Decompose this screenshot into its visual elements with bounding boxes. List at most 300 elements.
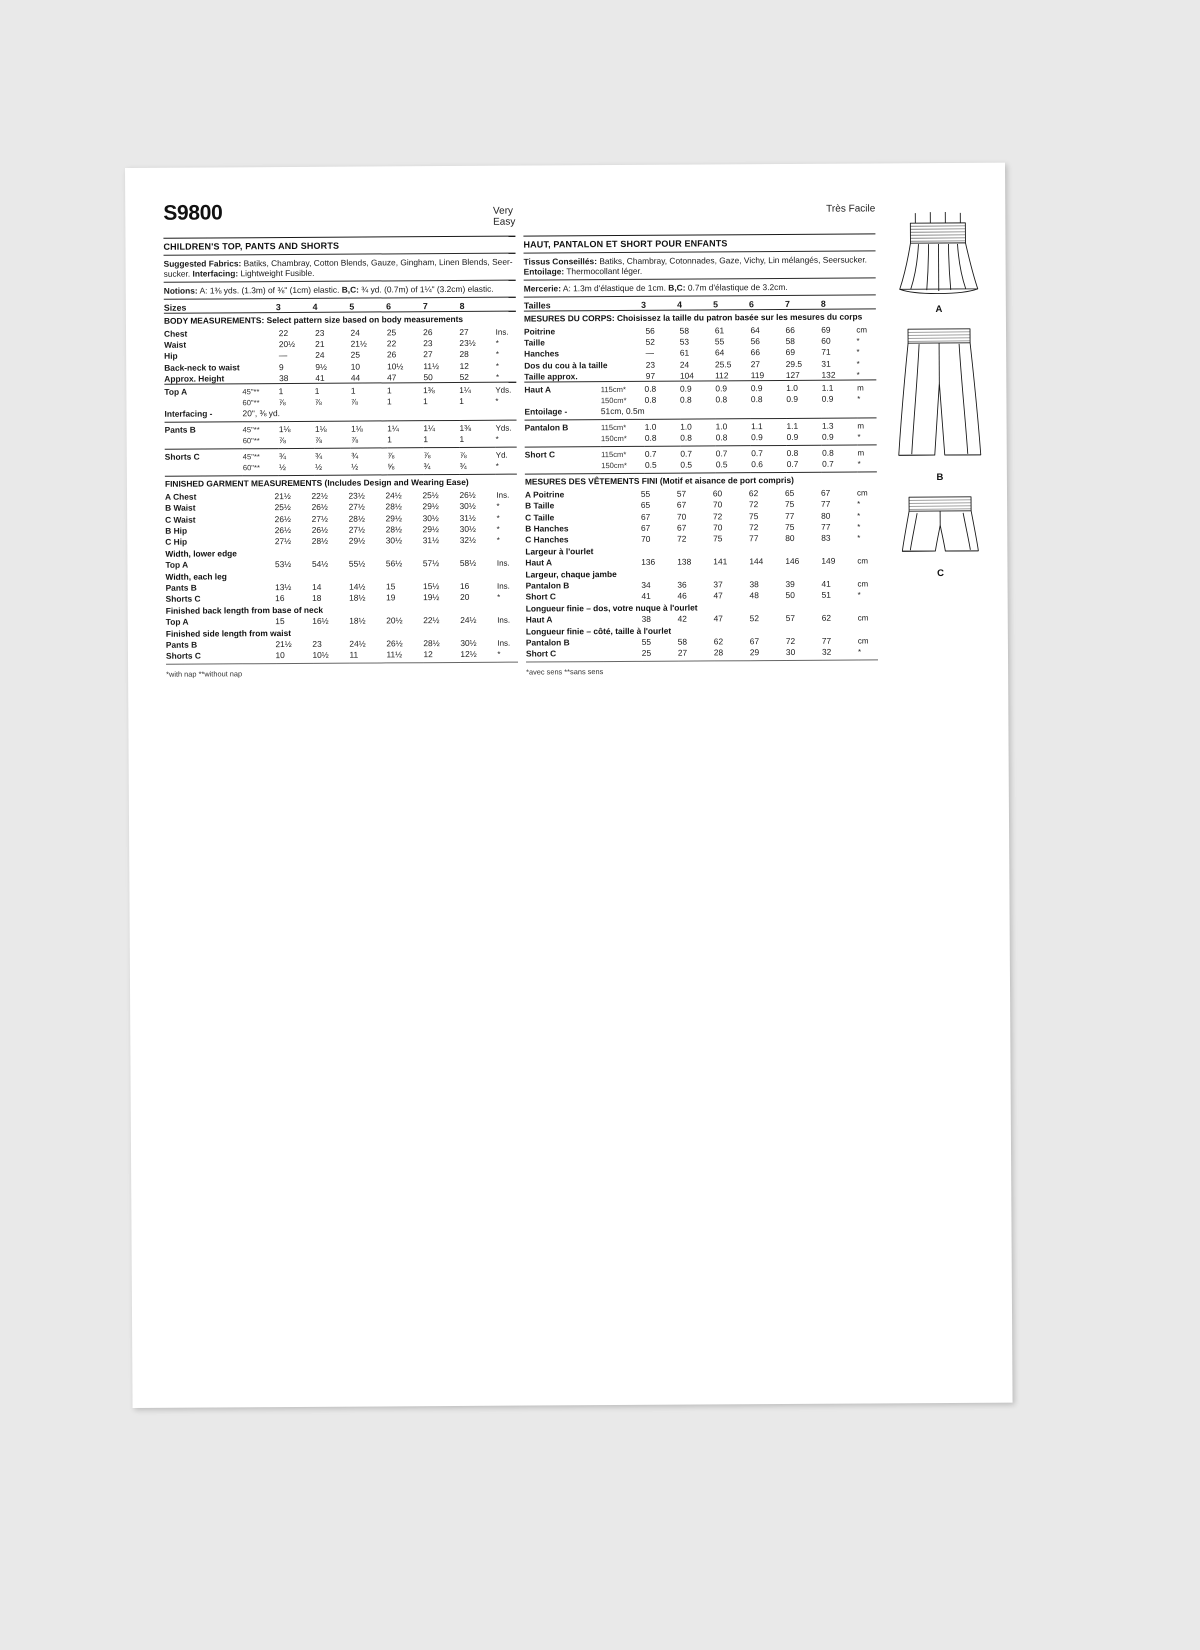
note-text: 20", ⅜ yd.: [242, 408, 280, 419]
cell-size-8: 31½: [459, 512, 476, 523]
row-sublabel: 115cm*: [600, 422, 627, 432]
line-art-panel: [885, 203, 993, 586]
row-label: B Hanches: [525, 523, 569, 534]
cell-size-3: 0.7: [644, 448, 657, 459]
cell-size-8: 67: [820, 487, 831, 498]
size-7: 7: [422, 300, 428, 311]
french-sizes-table: [524, 295, 876, 310]
interfacing-label: Interfacing:: [192, 268, 239, 279]
cell-size-8: 26½: [459, 489, 476, 500]
cell-size-4: 1⅛: [314, 423, 327, 434]
cell-size-5: ⅞: [350, 396, 358, 407]
english-column: [163, 200, 518, 679]
row-sublabel: [242, 638, 276, 650]
cell-size-5: 25.5: [715, 359, 732, 370]
cell-size-8: 16: [459, 580, 470, 591]
row-label: Pantalon B: [525, 637, 570, 648]
cell-size-8: 30½: [460, 637, 477, 648]
cell-size-6: 10½: [387, 361, 404, 372]
cell-size-3: 56: [645, 325, 655, 336]
cell-size-6: 48: [749, 590, 759, 601]
cell-size-8: 58½: [459, 558, 477, 569]
cell-size-7: 0.7: [786, 458, 799, 469]
cell-size-3: 38: [279, 373, 289, 384]
cell-size-8: 149: [821, 555, 836, 566]
cell-size-6: 27: [750, 358, 761, 370]
art-label-b: B: [936, 472, 944, 484]
interfacing-label: Entoilage:: [523, 266, 565, 277]
row-sublabel: [246, 349, 278, 361]
pattern-envelope-back: [125, 163, 1013, 1408]
cell-size-8: 27: [459, 326, 469, 337]
note-label: Interfacing -: [164, 408, 213, 420]
row-unit: Yd.: [495, 450, 508, 460]
row-label: Top A: [165, 616, 189, 627]
table-row: [165, 447, 517, 461]
cell-size-4: 0.8: [680, 432, 692, 443]
cell-size-7: 72: [785, 635, 796, 646]
cell-size-8: 0.9: [821, 431, 834, 442]
cell-size-3: 0.8: [644, 383, 657, 394]
row-unit: *: [495, 350, 499, 360]
english-sizes-table: [164, 297, 516, 312]
row-unit: *: [496, 513, 500, 523]
sizes-label: Sizes: [163, 302, 187, 313]
cell-size-6: ⅞: [387, 449, 395, 460]
cell-size-6: 67: [749, 636, 760, 647]
row-unit: Ins.: [496, 490, 510, 500]
row-unit: Yds.: [495, 385, 512, 395]
cell-size-5: 60: [712, 488, 723, 499]
cell-size-7: 25½: [422, 489, 439, 501]
cell-size-6: 75: [748, 510, 759, 521]
cell-size-6: 64: [750, 324, 760, 335]
cell-size-7: 0.9: [786, 432, 799, 443]
row-sublabel: [602, 578, 641, 590]
cell-size-7: 50: [423, 372, 433, 383]
cell-size-8: 51: [821, 590, 831, 601]
notions-bc: 0.7m d'élastique de 3.2cm.: [685, 281, 788, 293]
cell-size-4: 41: [315, 373, 325, 384]
cell-size-6: 1: [386, 385, 392, 396]
cell-size-8: 80: [821, 510, 831, 521]
cell-size-8: 60: [821, 335, 831, 346]
row-sublabel: [247, 361, 279, 373]
cell-size-3: 1.0: [644, 421, 657, 432]
cell-size-8: 32: [821, 647, 832, 658]
cell-size-5: 27½: [348, 501, 365, 512]
cell-size-5: 70: [713, 522, 723, 533]
cell-size-4: 138: [677, 556, 692, 567]
row-unit: *: [495, 361, 500, 371]
row-sublabel: [241, 490, 275, 502]
cell-size-6: 29½: [385, 512, 402, 524]
row-unit: *: [857, 522, 861, 532]
row-sublabel: [602, 613, 641, 625]
cell-size-6: 1: [387, 434, 392, 445]
row-label: Dos du cou à la taille: [524, 359, 608, 371]
size-3: 3: [641, 299, 647, 310]
english-fabrics: [164, 254, 516, 282]
cell-size-4: 1.0: [680, 421, 692, 432]
size-7: 7: [784, 298, 790, 309]
cell-size-8: 30½: [459, 501, 476, 512]
notions-label: Notions:: [163, 285, 198, 296]
cell-size-7: 65: [784, 487, 795, 498]
row-sublabel: [602, 510, 641, 522]
cell-size-8: 77: [821, 521, 831, 532]
cell-size-3: 136: [641, 556, 656, 568]
cell-size-3: 0.8: [644, 394, 657, 405]
row-label: C Hanches: [525, 534, 569, 545]
row-unit: *: [496, 524, 500, 534]
cell-size-8: 1: [459, 395, 464, 406]
row-label: [165, 434, 243, 446]
note-text: 51cm, 0.5m: [600, 406, 645, 417]
row-sublabel: [241, 535, 275, 547]
size-8: 8: [459, 300, 465, 311]
row-label: B Taille: [525, 500, 555, 511]
group-heading: Largeur à l'ourlet: [525, 545, 594, 557]
cell-size-4: 61: [679, 348, 690, 359]
cell-size-8: 1¼: [459, 384, 471, 395]
row-label: C Hip: [165, 537, 188, 548]
row-sublabel: 115cm*: [600, 384, 626, 394]
note-label: Entoilage -: [524, 406, 568, 417]
size-5: 5: [713, 299, 718, 310]
row-sublabel: [247, 372, 279, 384]
cell-size-8: 52: [459, 372, 469, 383]
cell-size-8: 12½: [460, 649, 477, 660]
cell-size-5: 29½: [348, 535, 366, 547]
cell-size-6: 22: [386, 338, 397, 349]
cell-size-7: 69: [785, 347, 796, 358]
cell-size-3: 67: [640, 522, 651, 533]
cell-size-6: 0.8: [750, 394, 763, 405]
cell-size-3: 10: [275, 650, 285, 661]
row-sublabel: [242, 581, 276, 593]
row-sublabel: [241, 524, 275, 536]
english-yardage-table: [164, 383, 517, 477]
cell-size-3: 70: [641, 534, 651, 545]
cell-size-4: 9½: [315, 361, 327, 372]
row-sublabel: [602, 521, 641, 533]
cell-size-3: 26½: [274, 513, 292, 524]
cell-size-4: 46: [677, 590, 687, 602]
row-label: Short C: [524, 448, 556, 460]
group-heading: Width, lower edge: [165, 548, 237, 559]
row-unit: *: [857, 533, 861, 543]
row-sublabel: [603, 647, 642, 659]
row-label: [525, 432, 601, 444]
cell-size-5: 72: [712, 510, 723, 522]
row-sublabel: [608, 324, 646, 336]
cell-size-8: 1.3: [821, 420, 834, 431]
cell-size-5: ½: [351, 461, 359, 472]
size-4: 4: [677, 299, 683, 310]
cell-size-3: 25½: [274, 502, 291, 513]
cell-size-5: 112: [715, 370, 729, 381]
row-unit: *: [857, 590, 861, 600]
french-fabrics: [524, 251, 876, 279]
cell-size-5: 37: [713, 579, 723, 590]
row-unit: *: [857, 647, 862, 657]
row-unit: *: [856, 336, 860, 346]
cell-size-3: 27½: [274, 536, 292, 547]
group-heading: Longueur finie – côté, taille à l'ourlet: [525, 625, 672, 637]
cell-size-3: 26½: [274, 525, 292, 536]
table-row: [164, 297, 516, 312]
french-header: [493, 197, 876, 233]
sizes-label: Tailles: [523, 300, 551, 311]
row-label: [164, 396, 242, 408]
row-sublabel: [608, 347, 646, 359]
row-unit: Ins.: [496, 581, 510, 591]
row-label: Chest: [163, 328, 188, 339]
cell-size-8: 30½: [459, 523, 476, 534]
row-label: Haut A: [525, 614, 553, 625]
french-body-measurements-heading: MESURES DU CORPS: Choisissez la taille du patron basée sur les mesures du corps: [523, 311, 863, 324]
row-label: A Poitrine: [524, 489, 565, 500]
cell-size-3: ¾: [278, 450, 286, 461]
cell-size-6: 77: [749, 533, 759, 544]
cell-size-4: 104: [679, 370, 694, 381]
row-label: Haut A: [524, 384, 552, 395]
cell-size-6: 72: [748, 499, 759, 510]
cell-size-7: 57½: [422, 558, 440, 569]
row-sublabel: 45"**: [242, 451, 260, 461]
cell-size-3: 15: [275, 616, 285, 627]
row-unit: m: [857, 383, 864, 393]
row-unit: *: [856, 359, 860, 369]
cell-size-8: 77: [821, 635, 832, 646]
cell-size-6: 144: [749, 556, 764, 567]
cell-size-4: 67: [677, 522, 687, 533]
row-unit: *: [857, 394, 861, 404]
cell-size-5: 55½: [348, 558, 366, 569]
cell-size-4: 67: [676, 499, 687, 510]
row-unit: *: [495, 461, 499, 471]
cell-size-6: 26: [386, 349, 397, 360]
cell-size-8: 24½: [460, 615, 477, 626]
group-heading: Width, each leg: [165, 570, 227, 582]
cell-size-5: 24: [350, 327, 360, 338]
cell-size-3: ½: [279, 461, 287, 473]
cell-size-6: 24½: [385, 490, 402, 501]
cell-size-3: 55: [641, 636, 652, 647]
cell-size-5: 24½: [349, 638, 366, 649]
row-unit: Ins.: [497, 615, 511, 625]
french-finished-table: [525, 486, 878, 663]
cell-size-8: 0.7: [822, 458, 834, 469]
cell-size-8: 32½: [459, 535, 477, 546]
row-unit: Ins.: [496, 558, 510, 568]
cell-size-4: 26½: [311, 502, 328, 513]
fabrics-text: Batiks, Chambray, Cotton Blends, Gauze, Gingham, Linen Blends, Seer-sucker.: [163, 256, 513, 279]
cell-size-4: 28½: [311, 536, 329, 547]
cell-size-6: 72: [749, 522, 759, 533]
cell-size-4: ½: [315, 461, 323, 472]
cell-size-8: ¾: [459, 460, 467, 471]
french-footnote: *avec sens **sans sens: [526, 667, 604, 677]
row-sublabel: 60"**: [242, 436, 260, 446]
cell-size-7: 0.9: [786, 393, 799, 404]
row-unit: *: [856, 370, 860, 380]
interfacing-text: Thermocollant léger.: [564, 265, 643, 277]
cell-size-6: 25: [386, 327, 397, 338]
cell-size-5: 11: [349, 649, 359, 660]
french-title: HAUT, PANTALON ET SHORT POUR ENFANTS: [523, 238, 728, 250]
row-label: [525, 459, 601, 471]
notions-bc-label: B,C:: [668, 282, 686, 293]
row-label: Pants B: [165, 582, 197, 593]
row-sublabel: [602, 499, 641, 511]
row-unit: m: [857, 448, 865, 458]
row-sublabel: 45"**: [242, 386, 260, 396]
cell-size-7: 1⅜: [423, 384, 435, 395]
cell-size-8: 12: [459, 360, 469, 371]
cell-size-3: 22: [278, 327, 289, 338]
french-body-measurements-table: [524, 323, 876, 382]
cell-size-5: 14½: [349, 581, 366, 592]
cell-size-3: 25: [641, 648, 652, 659]
cell-size-7: 66: [785, 324, 795, 335]
row-label: Pants B: [164, 424, 196, 435]
cell-size-5: 23½: [348, 490, 365, 501]
row-sublabel: 150cm*: [600, 395, 627, 406]
row-unit: *: [495, 338, 499, 348]
row-label: Shorts C: [164, 451, 200, 462]
size-5: 5: [349, 301, 355, 312]
cell-size-3: 21½: [275, 638, 292, 650]
cell-size-5: 55: [714, 336, 725, 347]
cell-size-5: 18½: [349, 615, 366, 626]
cell-size-7: 31½: [422, 535, 440, 546]
row-unit: *: [495, 396, 499, 406]
row-unit: *: [497, 650, 501, 660]
cell-size-8: 20: [460, 592, 470, 603]
row-sublabel: 150cm*: [601, 460, 627, 471]
row-label: Back-neck to waist: [164, 362, 240, 373]
cell-size-7: 1.1: [786, 420, 799, 431]
row-label: A Chest: [164, 491, 197, 502]
size-8: 8: [820, 298, 826, 309]
row-label: Short C: [525, 591, 556, 602]
cell-size-7: 19½: [423, 592, 440, 603]
cell-size-6: 30½: [385, 535, 403, 546]
cell-size-3: 20½: [278, 339, 296, 350]
cell-size-7: 1: [423, 396, 428, 407]
cell-size-8: 83: [821, 533, 831, 544]
row-unit: *: [857, 432, 861, 442]
cell-size-5: 28½: [348, 513, 365, 524]
cell-size-6: 1.1: [751, 420, 763, 431]
cell-size-7: 75: [785, 521, 795, 533]
fabrics-label: Tissus Conseillés:: [523, 255, 597, 267]
cell-size-6: 52: [749, 613, 760, 624]
fabrics-label: Suggested Fabrics:: [163, 257, 242, 269]
cell-size-4: 26½: [311, 524, 329, 535]
row-label: Top A: [164, 386, 188, 397]
row-sublabel: [608, 358, 646, 370]
cell-size-3: 41: [641, 591, 651, 602]
cell-size-5: 75: [713, 533, 723, 544]
size-6: 6: [386, 301, 392, 312]
row-label: [165, 461, 243, 473]
cell-size-6: 28½: [385, 524, 403, 535]
cell-size-3: 34: [641, 579, 651, 590]
cell-size-3: 0.8: [644, 432, 657, 444]
cell-size-3: 38: [641, 613, 651, 625]
row-sublabel: [602, 556, 641, 568]
cell-size-5: 0.5: [715, 459, 728, 470]
row-sublabel: [241, 501, 275, 513]
cell-size-7: 39: [785, 578, 795, 589]
row-sublabel: [242, 615, 276, 627]
cell-size-6: 62: [748, 487, 759, 499]
cell-size-7: 80: [785, 533, 795, 544]
row-label: Hanches: [524, 348, 560, 360]
row-label: C Waist: [165, 514, 196, 525]
cell-size-5: 28: [713, 647, 724, 658]
cell-size-4: 53: [679, 336, 690, 347]
cell-size-5: 64: [714, 347, 725, 358]
cell-size-7: ¾: [423, 461, 431, 472]
cell-size-7: 22½: [423, 615, 440, 626]
cell-size-8: 1⅜: [459, 422, 472, 433]
cell-size-7: 50: [785, 590, 795, 601]
cell-size-4: 54½: [311, 558, 329, 570]
cell-size-4: 27: [677, 647, 688, 658]
group-heading: Finished side length from waist: [165, 627, 292, 639]
cell-size-4: 58: [677, 636, 688, 647]
cell-size-4: 70: [676, 511, 687, 522]
cell-size-5: 70: [712, 499, 723, 510]
cell-size-5: 44: [350, 372, 361, 383]
cell-size-3: 13½: [275, 581, 292, 593]
row-sublabel: 60"**: [242, 463, 260, 473]
cell-size-6: 26½: [386, 638, 403, 649]
cell-size-5: 141: [713, 556, 728, 567]
english-header: [163, 200, 515, 236]
cell-size-7: 23: [423, 338, 433, 349]
row-label: Approx. Height: [164, 373, 225, 384]
cell-size-8: 71: [821, 347, 831, 358]
cell-size-3: 67: [640, 511, 651, 522]
row-unit: *: [857, 511, 861, 521]
cell-size-3: 23: [645, 359, 656, 370]
cell-size-7: 15½: [422, 581, 440, 592]
row-unit: *: [496, 501, 500, 511]
cell-size-8: 1: [459, 434, 465, 445]
row-sublabel: [602, 533, 641, 545]
interfacing-text: Lightweight Fusible.: [238, 267, 315, 279]
cell-size-8: 69: [821, 324, 831, 335]
cell-size-5: 0.8: [715, 394, 728, 405]
cell-size-4: 42: [677, 613, 687, 624]
row-label: B Hip: [165, 525, 188, 536]
cell-size-5: 10: [350, 361, 361, 372]
difficulty-fr: Très Facile: [826, 203, 876, 215]
english-body-measurements-table: [164, 325, 516, 384]
cell-size-6: 1: [386, 396, 392, 407]
row-unit: *: [495, 372, 500, 382]
cell-size-7: 11½: [423, 360, 440, 372]
cell-size-3: 97: [645, 371, 656, 382]
cell-size-6: 1¼: [387, 423, 399, 434]
cell-size-7: 27: [423, 349, 433, 360]
cell-size-4: 24: [679, 359, 690, 370]
